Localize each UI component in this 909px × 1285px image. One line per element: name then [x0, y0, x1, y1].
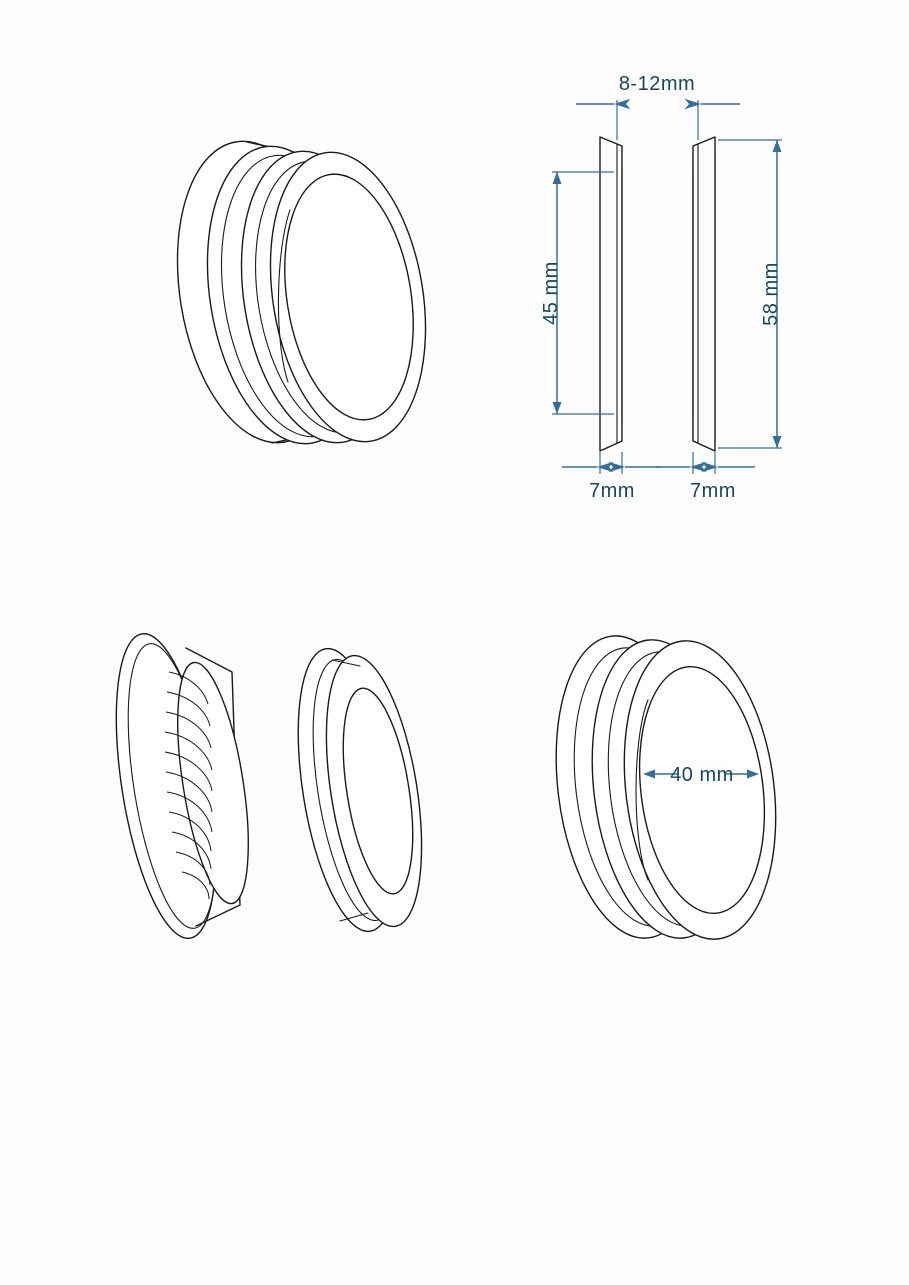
dim-right-thickness [657, 452, 755, 502]
view-section [540, 73, 782, 502]
dim-left-thickness-label: 7mm [589, 480, 635, 502]
dim-outer-flange-label: 58 mm [760, 262, 782, 326]
dim-inner-flange [540, 172, 614, 414]
view-ring [281, 642, 438, 939]
view-threaded-body [98, 627, 261, 945]
dim-grip [576, 73, 740, 140]
view-assembled-iso [157, 129, 445, 455]
dim-outer-flange [718, 140, 782, 448]
dim-inner-flange-label: 45 mm [540, 261, 562, 325]
dim-grip-label: 8-12mm [618, 73, 696, 95]
dim-left-thickness [562, 452, 660, 502]
view-bore [540, 627, 792, 948]
dim-bore-label: 40 mm [670, 764, 734, 786]
dim-right-thickness-label: 7mm [690, 480, 736, 502]
